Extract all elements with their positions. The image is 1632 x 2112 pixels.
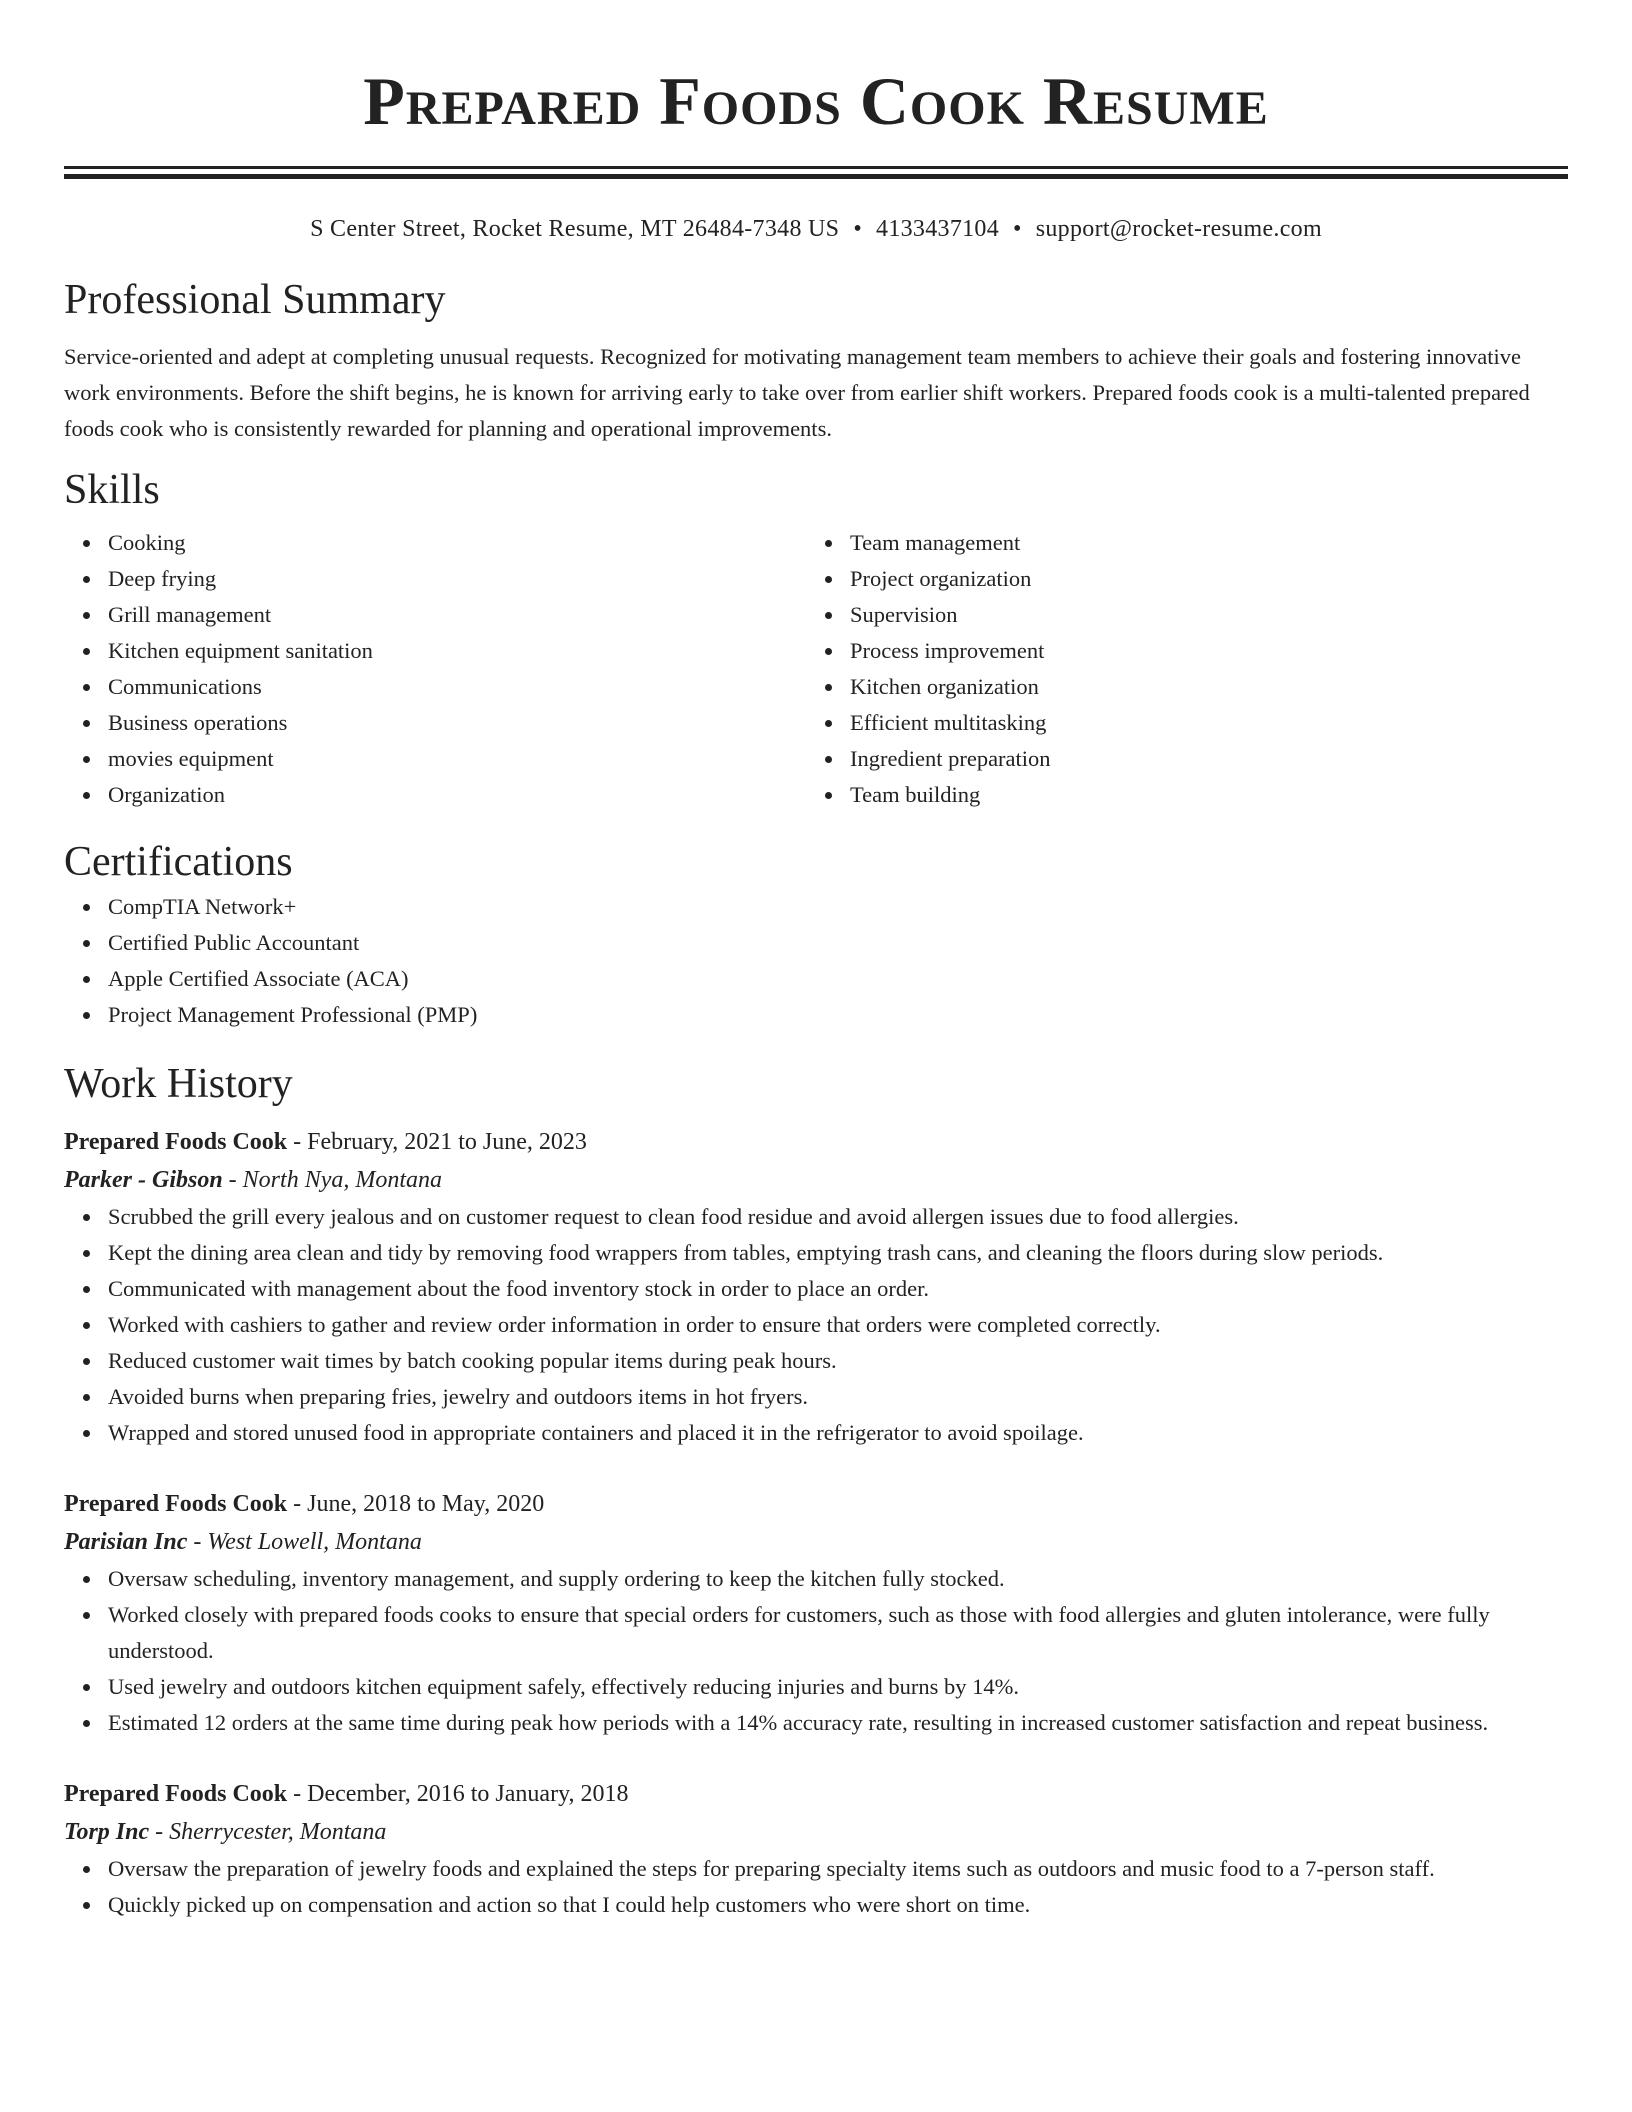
job-location: North Nya, Montana <box>242 1167 443 1193</box>
dash-separator: - <box>155 1819 164 1845</box>
skill-item: Cooking <box>108 525 806 561</box>
contact-phone: 4133437104 <box>876 216 1000 242</box>
job-company-line <box>64 1813 1568 1851</box>
skill-item: Team management <box>850 525 1548 561</box>
skills-heading: Skills <box>64 467 160 513</box>
resume-page <box>64 0 1568 1923</box>
contact-email: support@rocket-resume.com <box>1035 216 1322 242</box>
job-duties-list <box>64 1561 1568 1741</box>
skills-list-left <box>64 525 806 813</box>
skills-column-left <box>64 525 806 813</box>
job-duty-item: Kept the dining area clean and tidy by removing food wrappers from tables, emptying trash cans, and cleaning the floors during slow periods. <box>108 1235 1568 1271</box>
skills-column-right <box>806 525 1548 813</box>
dash-separator: - <box>193 1529 202 1555</box>
certification-item: Certified Public Accountant <box>108 925 1568 961</box>
job-duties-list <box>64 1851 1568 1923</box>
skill-item: Business operations <box>108 705 806 741</box>
skill-item: Organization <box>108 777 806 813</box>
contact-address: S Center Street, Rocket Resume, MT 26484-7348 US <box>310 216 840 242</box>
job-company: Parker - Gibson <box>64 1167 223 1193</box>
job-title: Prepared Foods Cook <box>64 1129 288 1155</box>
job-dates: June, 2018 to May, 2020 <box>307 1491 545 1517</box>
job-entry <box>64 1775 1568 1923</box>
job-dates: February, 2021 to June, 2023 <box>307 1129 587 1155</box>
job-company-line <box>64 1523 1568 1561</box>
job-title: Prepared Foods Cook <box>64 1781 288 1807</box>
job-entry <box>64 1485 1568 1741</box>
title-divider-bottom <box>64 174 1568 179</box>
skill-item: Kitchen equipment sanitation <box>108 633 806 669</box>
job-duty-item: Quickly picked up on compensation and action so that I could help customers who were short on time. <box>108 1887 1568 1923</box>
job-title-line <box>64 1775 1568 1813</box>
skills-grid <box>64 525 1568 813</box>
job-title-line <box>64 1485 1568 1523</box>
job-title: Prepared Foods Cook <box>64 1491 288 1517</box>
job-duty-item: Reduced customer wait times by batch cooking popular items during peak hours. <box>108 1343 1568 1379</box>
bullet-separator: • <box>1013 216 1022 242</box>
skill-item: movies equipment <box>108 741 806 777</box>
skill-item: Process improvement <box>850 633 1548 669</box>
skill-item: Efficient multitasking <box>850 705 1548 741</box>
skill-item: Team building <box>850 777 1548 813</box>
job-duty-item: Avoided burns when preparing fries, jewelry and outdoors items in hot fryers. <box>108 1379 1568 1415</box>
skill-item: Supervision <box>850 597 1548 633</box>
job-location: West Lowell, Montana <box>207 1529 422 1555</box>
certifications-list <box>64 889 1568 1033</box>
skill-item: Ingredient preparation <box>850 741 1548 777</box>
job-title-line <box>64 1123 1568 1161</box>
skill-item: Project organization <box>850 561 1548 597</box>
job-entry <box>64 1123 1568 1451</box>
job-duty-item: Oversaw scheduling, inventory management, and supply ordering to keep the kitchen fully stocked. <box>108 1561 1568 1597</box>
job-dates: December, 2016 to January, 2018 <box>307 1781 629 1807</box>
skill-item: Communications <box>108 669 806 705</box>
job-duty-item: Estimated 12 orders at the same time during peak how periods with a 14% accuracy rate, resulting in increased customer satisfaction and repeat business. <box>108 1705 1568 1741</box>
job-location: Sherrycester, Montana <box>169 1819 387 1845</box>
certification-item: CompTIA Network+ <box>108 889 1568 925</box>
job-duty-item: Scrubbed the grill every jealous and on customer request to clean food residue and avoid allergen issues due to food allergies. <box>108 1199 1568 1235</box>
skill-item: Grill management <box>108 597 806 633</box>
certification-item: Project Management Professional (PMP) <box>108 997 1568 1033</box>
job-duty-item: Wrapped and stored unused food in appropriate containers and placed it in the refrigerator to avoid spoilage. <box>108 1415 1568 1451</box>
bullet-separator: • <box>853 216 863 242</box>
skills-list-right <box>806 525 1548 813</box>
job-duty-item: Used jewelry and outdoors kitchen equipment safely, effectively reducing injuries and burns by 14%. <box>108 1669 1568 1705</box>
contact-line <box>64 213 1568 245</box>
job-company: Parisian Inc <box>64 1529 188 1555</box>
job-company: Torp Inc <box>64 1819 150 1845</box>
dash-separator: - <box>293 1781 302 1807</box>
certifications-heading: Certifications <box>64 839 293 885</box>
title-divider-top <box>64 166 1568 169</box>
dash-separator: - <box>228 1167 237 1193</box>
job-duty-item: Worked with cashiers to gather and review order information in order to ensure that orders were completed correctly. <box>108 1307 1568 1343</box>
dash-separator: - <box>293 1491 302 1517</box>
summary-text: Service-oriented and adept at completing unusual requests. Recognized for motivating management team members to achieve their goals and fostering innovative work environments. Before the shift begins, he is known for arriving early to take over from earlier shift workers. Prepared foods cook is a multi-talented prepared foods cook who is consistently rewarded for planning and operational improvements. <box>64 344 1530 441</box>
job-duty-item: Oversaw the preparation of jewelry foods and explained the steps for preparing specialty items such as outdoors and music food to a 7-person staff. <box>108 1851 1568 1887</box>
work-history-heading: Work History <box>64 1061 293 1107</box>
job-duty-item: Communicated with management about the food inventory stock in order to place an order. <box>108 1271 1568 1307</box>
job-company-line <box>64 1161 1568 1199</box>
job-duties-list <box>64 1199 1568 1451</box>
skill-item: Deep frying <box>108 561 806 597</box>
certification-item: Apple Certified Associate (ACA) <box>108 961 1568 997</box>
resume-title: Prepared Foods Cook Resume <box>363 63 1269 139</box>
job-duty-item: Worked closely with prepared foods cooks to ensure that special orders for customers, such as those with food allergies and gluten intolerance, were fully understood. <box>108 1597 1568 1669</box>
summary-heading: Professional Summary <box>64 277 446 323</box>
dash-separator: - <box>293 1129 302 1155</box>
skill-item: Kitchen organization <box>850 669 1548 705</box>
